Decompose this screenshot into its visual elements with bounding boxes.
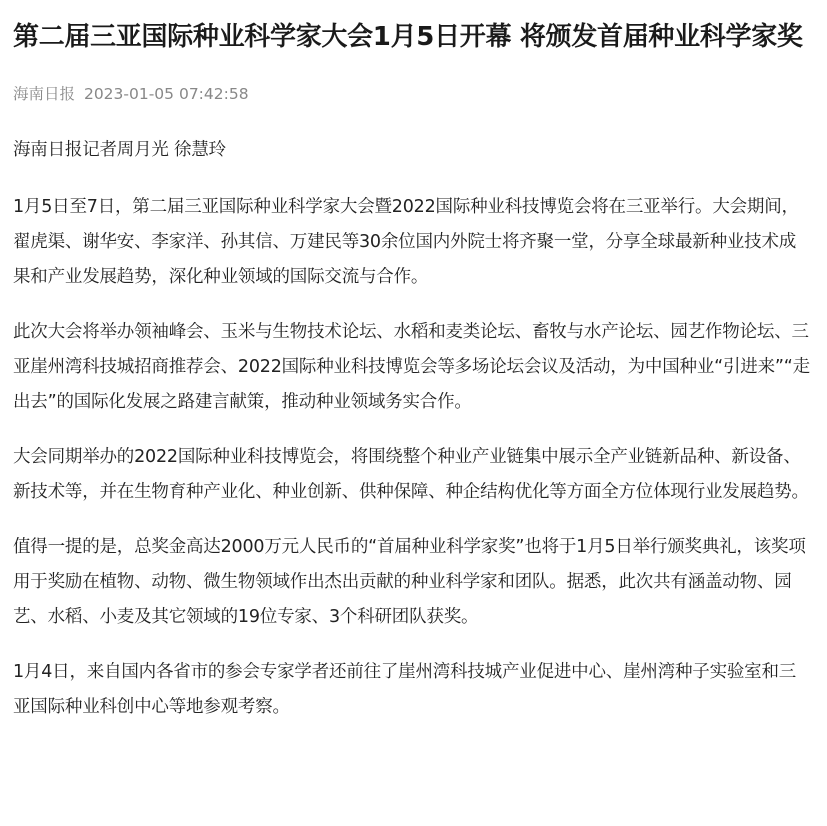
- paragraph: 1月4日，来自国内各省市的参会专家学者还前往了崖州湾科技城产业促进中心、崖州湾种子实验室和三亚国际种业科创中心等地参观考察。: [13, 662, 797, 717]
- paragraph: 大会同期举办的2022国际种业科技博览会，将围绕整个种业产业链集中展示全产业链新品种、新设备、新技术等，并在生物育种产业化、种业创新、供种保障、种企结构优化等方面全方位体现行业发展趋势。: [13, 447, 809, 502]
- article-source: 海南日报: [13, 85, 76, 103]
- article-meta: [13, 84, 813, 104]
- article-body: [13, 133, 813, 725]
- author-line: 海南日报记者周月光 徐慧玲: [13, 140, 226, 160]
- article-datetime: 2023-01-05 07:42:58: [83, 85, 249, 103]
- paragraph: 此次大会将举办领袖峰会、玉米与生物技术论坛、水稻和麦类论坛、畜牧与水产论坛、园艺作物论坛、三亚崖州湾科技城招商推荐会、2022国际种业科技博览会等多场论坛会议及活动，为中国种业“引进来”“走出去”的国际化发展之路建言献策，推动种业领域务实合作。: [13, 322, 810, 412]
- paragraph: 值得一提的是，总奖金高达2000万元人民币的“首届种业科学家奖”也将于1月5日举行颁奖典礼，该奖项用于奖励在植物、动物、微生物领域作出杰出贡献的种业科学家和团队。据悉，此次共有涵盖动物、园艺、水稻、小麦及其它领域的19位专家、3个科研团队获奖。: [13, 537, 806, 627]
- paragraph: 1月5日至7日，第二届三亚国际种业科学家大会暨2022国际种业科技博览会将在三亚举行。大会期间，翟虎渠、谢华安、李家洋、孙其信、万建民等30余位国内外院士将齐聚一堂，分享全球最新种业技术成果和产业发展趋势，深化种业领域的国际交流与合作。: [13, 197, 799, 287]
- article-title: 第二届三亚国际种业科学家大会1月5日开幕 将颁发首届种业科学家奖: [13, 22, 803, 52]
